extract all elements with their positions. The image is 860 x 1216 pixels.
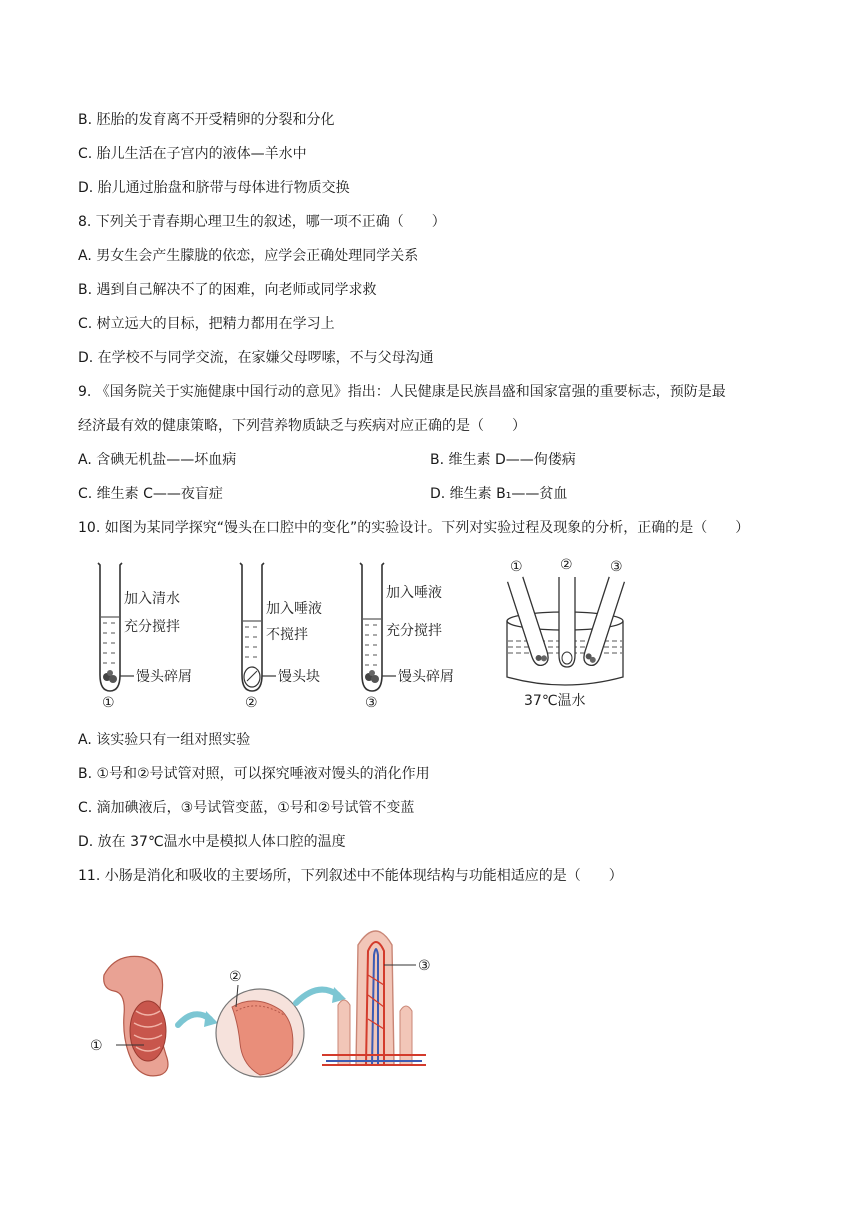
label-2: ② [229, 969, 242, 985]
tube2-bottom-label: 馒头块 [278, 669, 320, 685]
q10-option-d: D. 放在 37℃温水中是模拟人体口腔的温度 [78, 834, 346, 850]
q10-option-b: B. ①号和②号试管对照，可以探究唾液对馒头的消化作用 [78, 766, 430, 782]
tube1-label-line2: 充分搅拌 [124, 619, 180, 635]
tube1-number: ① [102, 695, 115, 711]
tube1-bottom-label: 馒头碎屑 [136, 669, 192, 685]
bath-number-2: ② [560, 557, 573, 573]
tube3-label-line1: 加入唾液 [386, 585, 442, 601]
q9-option-c: C. 维生素 C——夜盲症 [78, 486, 223, 502]
q8-option-b: B. 遇到自己解决不了的困难，向老师或同学求救 [78, 282, 377, 298]
test-tube-experiment-figure [90, 555, 650, 715]
test-tube-2 [240, 563, 322, 711]
small-intestine [90, 956, 168, 1076]
bath-number-3: ③ [610, 559, 623, 575]
test-tube-3 [360, 563, 454, 711]
water-bath [507, 557, 624, 709]
q9-option-d: D. 维生素 B₁——贫血 [430, 486, 568, 502]
q10-stem: 10. 如图为某同学探究“馒头在口腔中的变化”的实验设计。下列对实验过程及现象的分析，正确的是（ ） [78, 520, 750, 536]
tube1-label-line1: 加入清水 [124, 591, 180, 607]
label-1: ① [90, 1038, 103, 1054]
q8-stem: 8. 下列关于青春期心理卫生的叙述，哪一项不正确（ ） [78, 214, 446, 230]
q9-stem-line1: 9. 《国务院关于实施健康中国行动的意见》指出：人民健康是民族昌盛和国家富强的重要标志，预防是最 [78, 384, 726, 400]
q7-option-b: B. 胚胎的发育离不开受精卵的分裂和分化 [78, 112, 335, 128]
q9-option-b: B. 维生素 D——佝偻病 [430, 452, 576, 468]
bath-label: 37℃温水 [524, 693, 586, 709]
intestine-fold-magnified [216, 969, 304, 1077]
q8-option-c: C. 树立远大的目标，把精力都用在学习上 [78, 316, 335, 332]
tube2-label-line1: 加入唾液 [266, 601, 322, 617]
tube3-label-line2: 充分搅拌 [386, 623, 442, 639]
q10-option-c: C. 滴加碘液后，③号试管变蓝，①号和②号试管不变蓝 [78, 800, 415, 816]
q9-stem-line2: 经济最有效的健康策略，下列营养物质缺乏与疾病对应正确的是（ ） [78, 418, 526, 434]
q7-option-c: C. 胎儿生活在子宫内的液体—羊水中 [78, 146, 307, 162]
tube2-number: ② [245, 695, 258, 711]
tube3-number: ③ [365, 695, 378, 711]
tube3-bottom-label: 馒头碎屑 [398, 669, 454, 685]
bath-number-1: ① [510, 559, 523, 575]
tube2-label-line2: 不搅拌 [266, 627, 308, 643]
q8-option-a: A. 男女生会产生朦胧的依恋，应学会正确处理同学关系 [78, 248, 419, 264]
small-intestine-figure [86, 915, 446, 1085]
label-3: ③ [418, 958, 431, 974]
q11-stem: 11. 小肠是消化和吸收的主要场所，下列叙述中不能体现结构与功能相适应的是（ ） [78, 868, 623, 884]
q7-option-d: D. 胎儿通过胎盘和脐带与母体进行物质交换 [78, 180, 350, 196]
q9-option-a: A. 含碘无机盐——坏血病 [78, 452, 237, 468]
q8-option-d: D. 在学校不与同学交流，在家嫌父母啰嗦，不与父母沟通 [78, 350, 434, 366]
test-tube-1 [98, 563, 192, 711]
q10-option-a: A. 该实验只有一组对照实验 [78, 732, 251, 748]
